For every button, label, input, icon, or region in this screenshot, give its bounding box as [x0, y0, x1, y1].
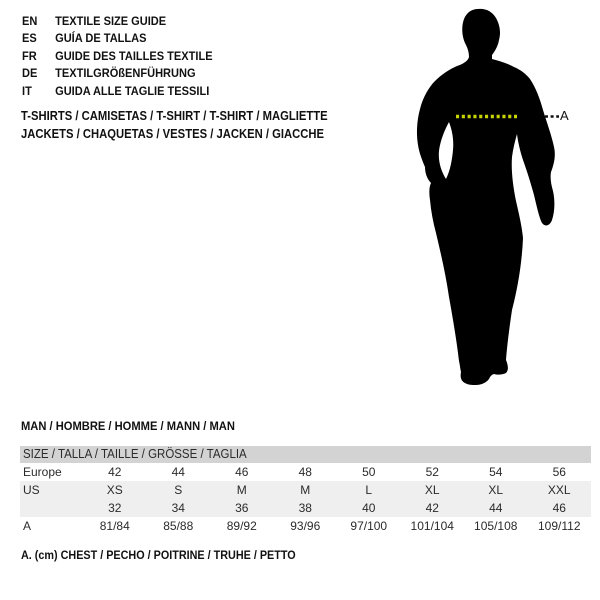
size-cell: 48 [298, 465, 312, 479]
row-label: US [23, 483, 40, 497]
row-label: A [23, 519, 32, 533]
size-cell: M [300, 483, 311, 497]
measurement-footnote: A. (cm) CHEST / PECHO / POITRINE / TRUHE / PETTO [21, 548, 296, 562]
language-label: GUÍA DE TALLAS [55, 31, 147, 46]
language-label: TEXTILGRÖßENFÜHRUNG [55, 66, 196, 81]
size-row-chest [20, 517, 591, 535]
size-cell: 40 [362, 501, 376, 515]
size-cell: M [236, 483, 247, 497]
gender-heading: MAN / HOMBRE / HOMME / MANN / MAN [21, 419, 235, 433]
size-cell: 85/88 [163, 519, 194, 533]
size-cell: 38 [298, 501, 312, 515]
size-cell: 44 [489, 501, 503, 515]
size-cell: XXL [547, 483, 571, 497]
product-types-tshirts: T-SHIRTS / CAMISETAS / T-SHIRT / T-SHIRT / MAGLIETTE [21, 109, 328, 123]
size-cell: XL [424, 483, 440, 497]
language-label: TEXTILE SIZE GUIDE [55, 14, 167, 28]
size-row-europe [20, 463, 591, 481]
size-cell: 44 [171, 465, 185, 479]
size-row-us-numeric [20, 499, 591, 517]
size-cell: 42 [108, 465, 122, 479]
size-cell: 81/84 [99, 519, 130, 533]
size-cell: 52 [425, 465, 439, 479]
size-cell: L [365, 483, 373, 497]
language-code: ES [22, 31, 37, 46]
product-types-jackets: JACKETS / CHAQUETAS / VESTES / JACKEN / GIACCHE [21, 127, 324, 141]
size-cell: 89/92 [226, 519, 257, 533]
size-cell: 56 [552, 465, 566, 479]
size-cell: 34 [171, 501, 185, 515]
size-row-us [20, 481, 591, 499]
size-cell: 93/96 [290, 519, 321, 533]
size-cell: 32 [108, 501, 122, 515]
size-cell: 97/100 [350, 519, 388, 533]
row-label: Europe [23, 465, 62, 479]
man-silhouette-body [417, 9, 555, 385]
size-cell: 42 [425, 501, 439, 515]
size-cell: 46 [552, 501, 566, 515]
measure-label-a: A [560, 108, 569, 123]
man-silhouette [405, 0, 570, 400]
size-table [20, 446, 591, 535]
language-label: GUIDE DES TAILLES TEXTILE [55, 48, 213, 63]
language-code: IT [22, 83, 32, 98]
size-cell: 105/108 [474, 519, 518, 533]
language-label: GUIDA ALLE TAGLIE TESSILI [55, 83, 210, 98]
size-cell: S [174, 483, 183, 497]
size-cell: 36 [235, 501, 249, 515]
size-cell: 109/112 [538, 519, 581, 533]
language-code: DE [22, 66, 38, 81]
size-cell: 50 [362, 465, 376, 479]
size-cell: 54 [489, 465, 503, 479]
language-code: EN [22, 14, 38, 28]
size-cell: XL [488, 483, 504, 497]
language-code: FR [22, 48, 37, 63]
table-header-label: SIZE / TALLA / TAILLE / GRÖSSE / TAGLIA [23, 447, 247, 461]
table-header [20, 446, 591, 463]
size-cell: 46 [235, 465, 249, 479]
size-cell: XS [106, 483, 123, 497]
size-cell: 101/104 [410, 519, 454, 533]
